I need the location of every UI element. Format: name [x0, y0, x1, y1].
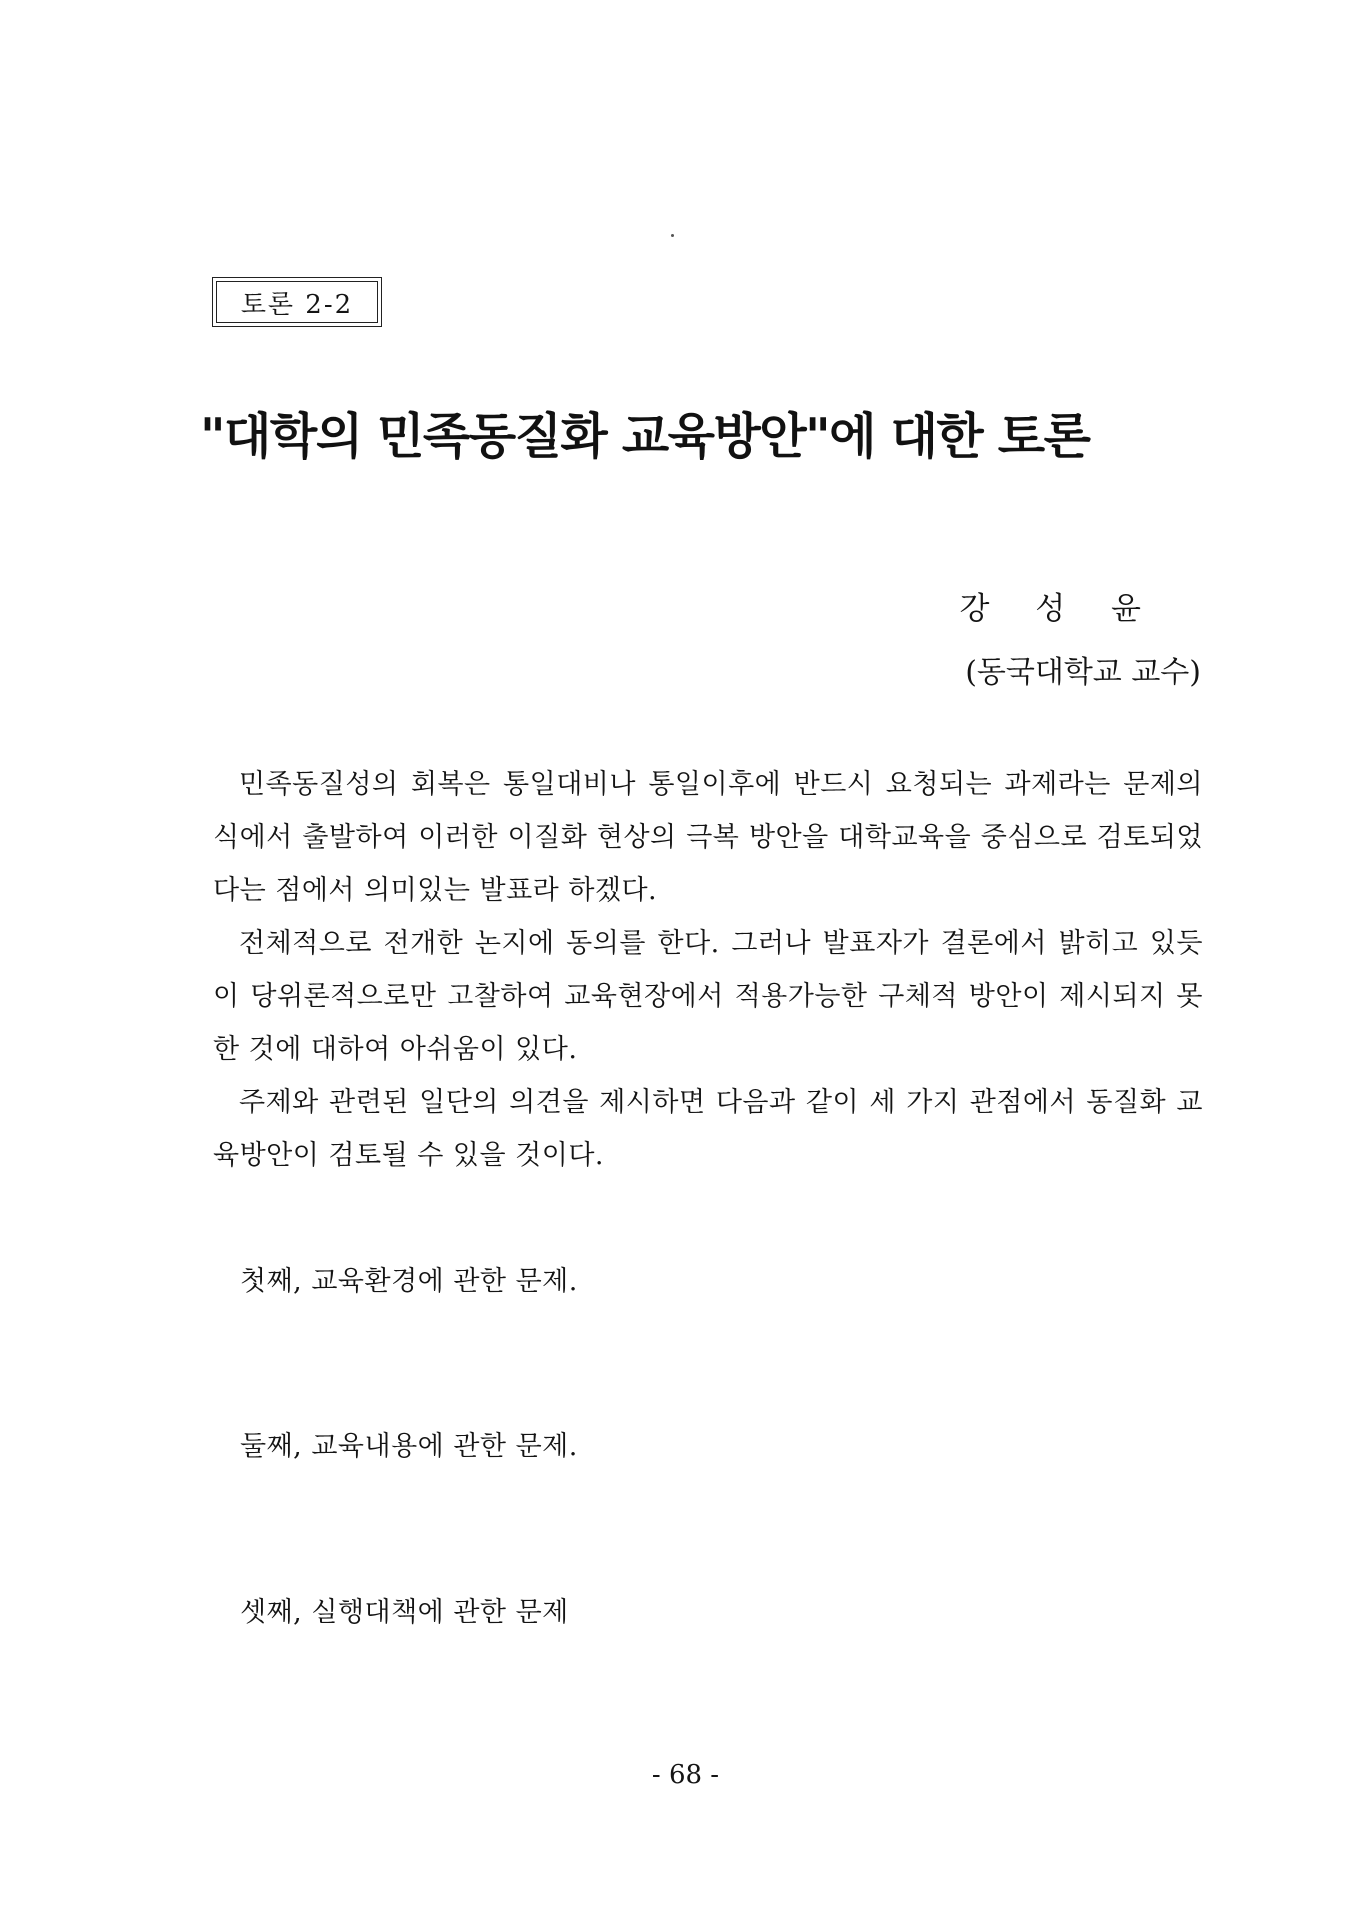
- author-name: 강 성 윤: [959, 591, 1159, 627]
- paragraph: 민족동질성의 회복은 통일대비나 통일이후에 반드시 요청되는 과제라는 문제의식에서 출발하여 이러한 이질화 현상의 극복 방안을 대학교육을 중심으로 검토되었다는 점에서 의미있는 발표라 하겠다.: [213, 769, 1203, 906]
- page-number: - 68 -: [651, 1760, 720, 1790]
- point-first: 첫째, 교육환경에 관한 문제.: [240, 1266, 578, 1297]
- body-text: [213, 758, 1203, 1182]
- scan-speck: [671, 234, 674, 237]
- section-label: 토론 2-2: [216, 281, 378, 323]
- paragraph: 주제와 관련된 일단의 의견을 제시하면 다음과 같이 세 가지 관점에서 동질화 교육방안이 검토될 수 있을 것이다.: [213, 1087, 1203, 1171]
- paragraph: 전체적으로 전개한 논지에 동의를 한다. 그러나 발표자가 결론에서 밝히고 있듯이 당위론적으로만 고찰하여 교육현장에서 적용가능한 구체적 방안이 제시되지 못한 것에 대하여 아쉬움이 있다.: [213, 928, 1203, 1065]
- point-second: 둘째, 교육내용에 관한 문제.: [240, 1431, 578, 1462]
- section-label-box: [212, 277, 382, 327]
- document-title: "대학의 민족동질화 교육방안"에 대한 토론: [200, 408, 1090, 465]
- point-third: 셋째, 실행대책에 관한 문제: [240, 1597, 569, 1628]
- author-affiliation: (동국대학교 교수): [965, 655, 1201, 690]
